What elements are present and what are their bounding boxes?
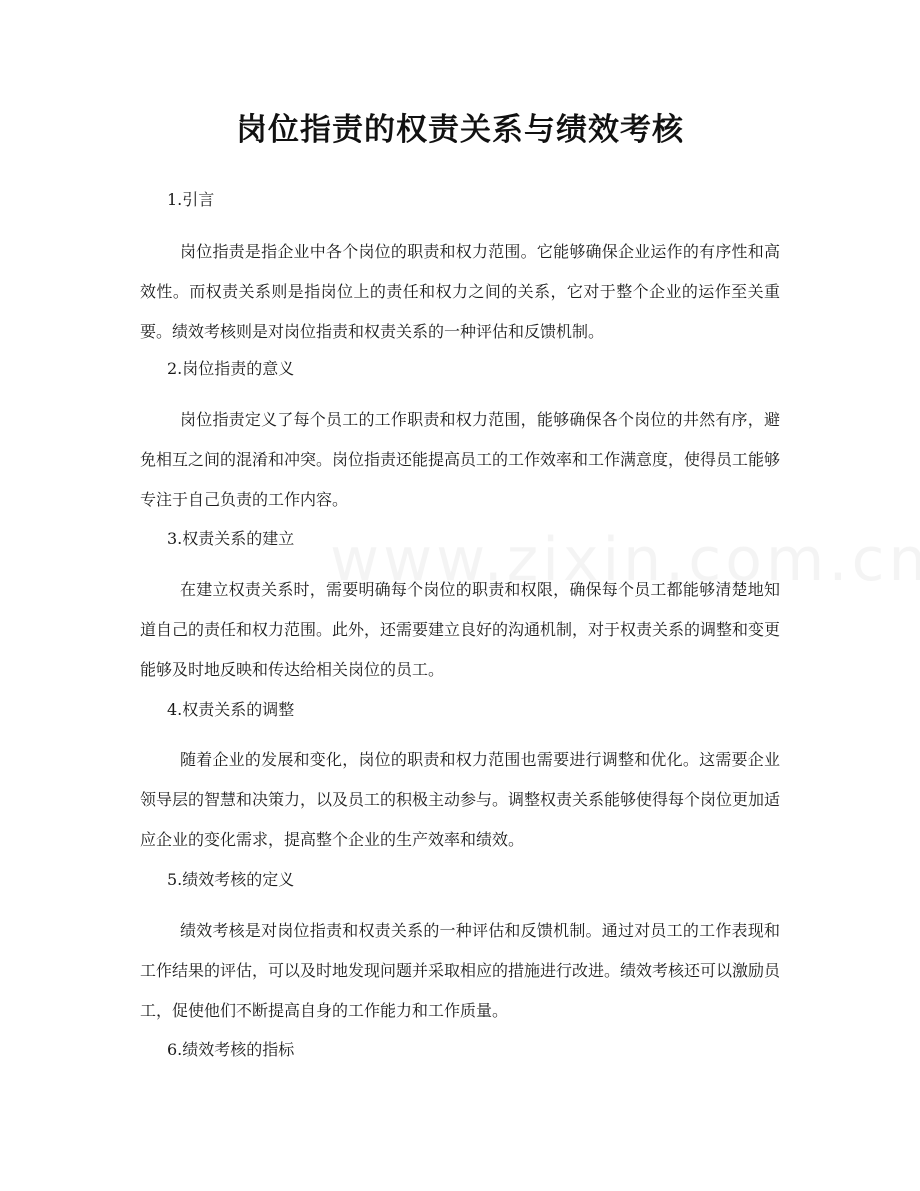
section-heading-1: 1.引言 — [167, 190, 215, 209]
section-paragraph-5: 绩效考核是对岗位指责和权责关系的一种评估和反馈机制。通过对员工的工作表现和工作结果的评估，可以及时地发现问题并采取相应的措施进行改进。绩效考核还可以激励员工，促使他们不断提高自身的工作能力和工作质量。 — [140, 921, 781, 1020]
section-paragraph-1: 岗位指责是指企业中各个岗位的职责和权力范围。它能够确保企业运作的有序性和高效性。而权责关系则是指岗位上的责任和权力之间的关系，它对于整个企业的运作至关重要。绩效考核则是对岗位指责和权责关系的一种评估和反馈机制。 — [140, 242, 780, 341]
section-heading-6: 6.绩效考核的指标 — [167, 1040, 295, 1059]
section-heading-4: 4.权责关系的调整 — [167, 700, 295, 719]
section-paragraph-3: 在建立权责关系时，需要明确每个岗位的职责和权限，确保每个员工都能够清楚地知道自己的责任和权力范围。此外，还需要建立良好的沟通机制，对于权责关系的调整和变更能够及时地反映和传达给相关岗位的员工。 — [140, 580, 781, 679]
page-title: 岗位指责的权责关系与绩效考核 — [236, 112, 684, 148]
section-heading-5: 5.绩效考核的定义 — [167, 870, 295, 889]
section-paragraph-4: 随着企业的发展和变化，岗位的职责和权力范围也需要进行调整和优化。这需要企业领导层的智慧和决策力，以及员工的积极主动参与。调整权责关系能够使得每个岗位更加适应企业的变化需求，提高整个企业的生产效率和绩效。 — [140, 750, 781, 849]
section-paragraph-2: 岗位指责定义了每个员工的工作职责和权力范围，能够确保各个岗位的井然有序，避免相互之间的混淆和冲突。岗位指责还能提高员工的工作效率和工作满意度，使得员工能够专注于自己负责的工作内容。 — [140, 410, 781, 509]
section-heading-2: 2.岗位指责的意义 — [167, 359, 295, 378]
section-heading-3: 3.权责关系的建立 — [167, 529, 295, 548]
